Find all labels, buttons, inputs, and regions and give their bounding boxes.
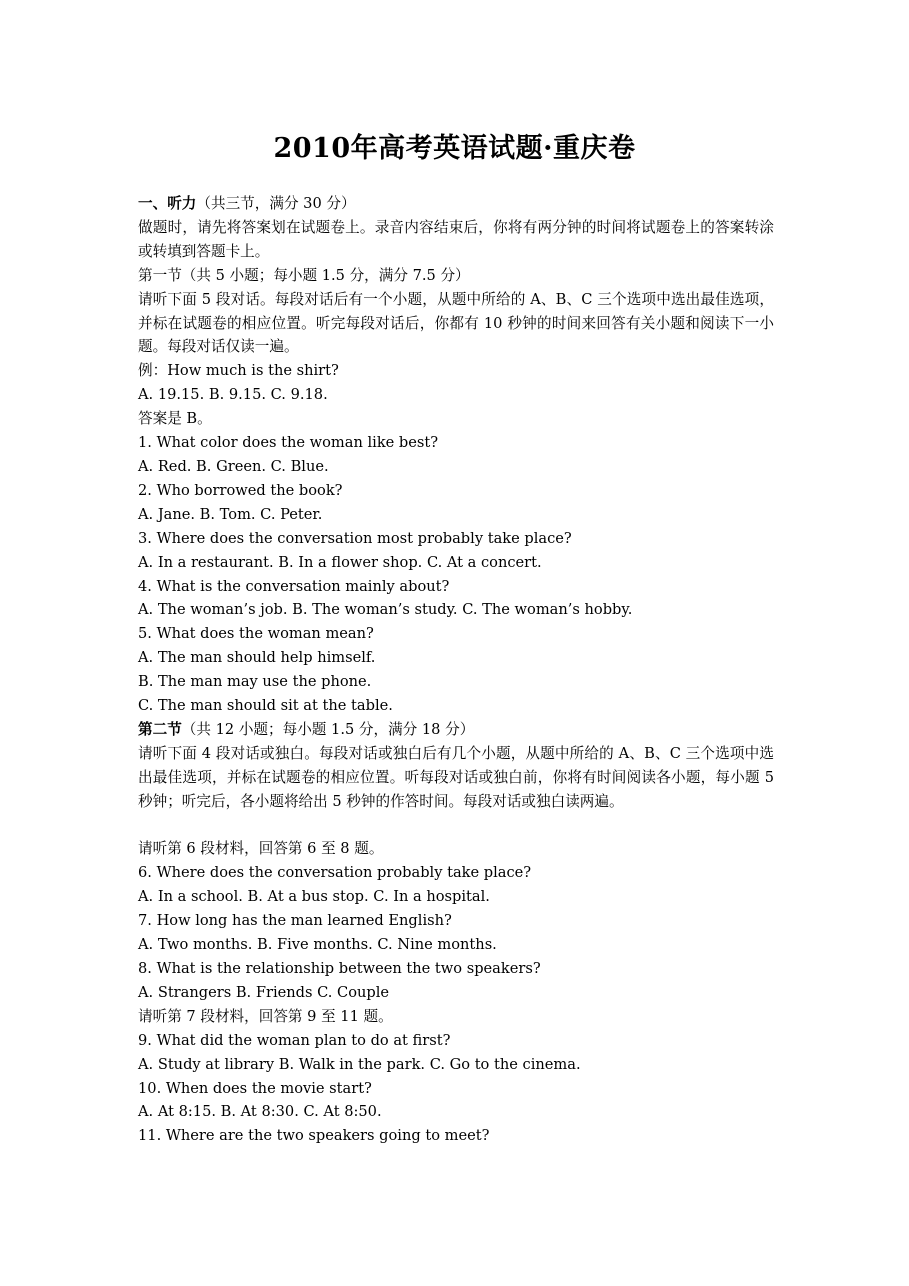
options-line: B. The man may use the phone.: [138, 673, 372, 691]
options-line: A. Jane. B. Tom. C. Peter.: [138, 505, 323, 523]
example-options: A. 19.15. B. 9.15. C. 9.18.: [138, 386, 328, 404]
question-line: 2. Who borrowed the book?: [138, 481, 343, 499]
question-line: 3. Where does the conversation most probably take place?: [138, 529, 572, 547]
options-line: A. Study at library B. Walk in the park. C. Go to the cinema.: [138, 1055, 581, 1073]
material-instruction: 请听第 6 段材料，回答第 6 至 8 题。: [138, 840, 384, 858]
part2-heading-bold: 第二节: [138, 720, 182, 738]
part1-instructions: 请听下面 5 段对话。每段对话后有一个小题，从题中所给的 A、B、C 三个选项中选出最佳选项，并标在试题卷的相应位置。听完每段对话后，你都有 10 秒钟的时间来回答有关小题和阅读下一小题。每段对话仅读一遍。: [138, 290, 774, 356]
options-line: A. In a restaurant. B. In a flower shop. C. At a concert.: [138, 553, 542, 571]
options-line: A. Two months. B. Five months. C. Nine months.: [138, 936, 497, 954]
part2-instructions: 请听下面 4 段对话或独白。每段对话或独白后有几个小题，从题中所给的 A、B、C 三个选项中选出最佳选项，并标在试题卷的相应位置。听每段对话或独白前，你将有时间阅读各小题，每小题 5 秒钟；听完后，各小题将给出 5 秒钟的作答时间。每段对话或独白读两遍。: [138, 744, 774, 810]
section-instructions: 做题时，请先将答案划在试题卷上。录音内容结束后，你将有两分钟的时间将试题卷上的答案转涂或转填到答题卡上。: [138, 218, 774, 260]
question-line: 7. How long has the man learned English?: [138, 912, 452, 930]
section-heading-bold: 一、听力: [138, 195, 197, 212]
material-instruction: 请听第 7 段材料，回答第 9 至 11 题。: [138, 1007, 393, 1025]
options-line: C. The man should sit at the table.: [138, 697, 393, 715]
options-line: A. In a school. B. At a bus stop. C. In a hospital.: [138, 888, 490, 906]
question-line: 9. What did the woman plan to do at first?: [138, 1031, 451, 1049]
part1-heading: 第一节（共 5 小题；每小题 1.5 分，满分 7.5 分）: [138, 266, 470, 284]
question-line: 1. What color does the woman like best?: [138, 434, 439, 452]
options-line: A. Red. B. Green. C. Blue.: [138, 457, 329, 475]
options-line: A. At 8:15. B. At 8:30. C. At 8:50.: [138, 1103, 382, 1121]
section-heading-listening: [138, 192, 774, 216]
options-line: A. The woman’s job. B. The woman’s study. C. The woman’s hobby.: [138, 601, 633, 619]
example-answer: 答案是 B。: [138, 410, 212, 428]
part2-heading: [138, 718, 774, 742]
question-line: 6. Where does the conversation probably take place?: [138, 864, 532, 882]
options-line: A. The man should help himself.: [138, 649, 376, 667]
document-body: [138, 192, 774, 1148]
example-question: 例：How much is the shirt?: [138, 362, 339, 380]
blank-line: [138, 814, 774, 838]
question-line: 8. What is the relationship between the two speakers?: [138, 959, 541, 977]
question-line: 5. What does the woman mean?: [138, 625, 374, 643]
question-line: 10. When does the movie start?: [138, 1079, 372, 1097]
question-line: 4. What is the conversation mainly about?: [138, 577, 450, 595]
document-title: 2010年高考英语试题·重庆卷: [273, 133, 636, 164]
section-heading-rest: （共三节，满分 30 分）: [196, 195, 356, 212]
options-line: A. Strangers B. Friends C. Couple: [138, 983, 390, 1001]
part2-heading-rest: （共 12 小题；每小题 1.5 分，满分 18 分）: [181, 720, 475, 738]
question-line: 11. Where are the two speakers going to meet?: [138, 1127, 490, 1145]
